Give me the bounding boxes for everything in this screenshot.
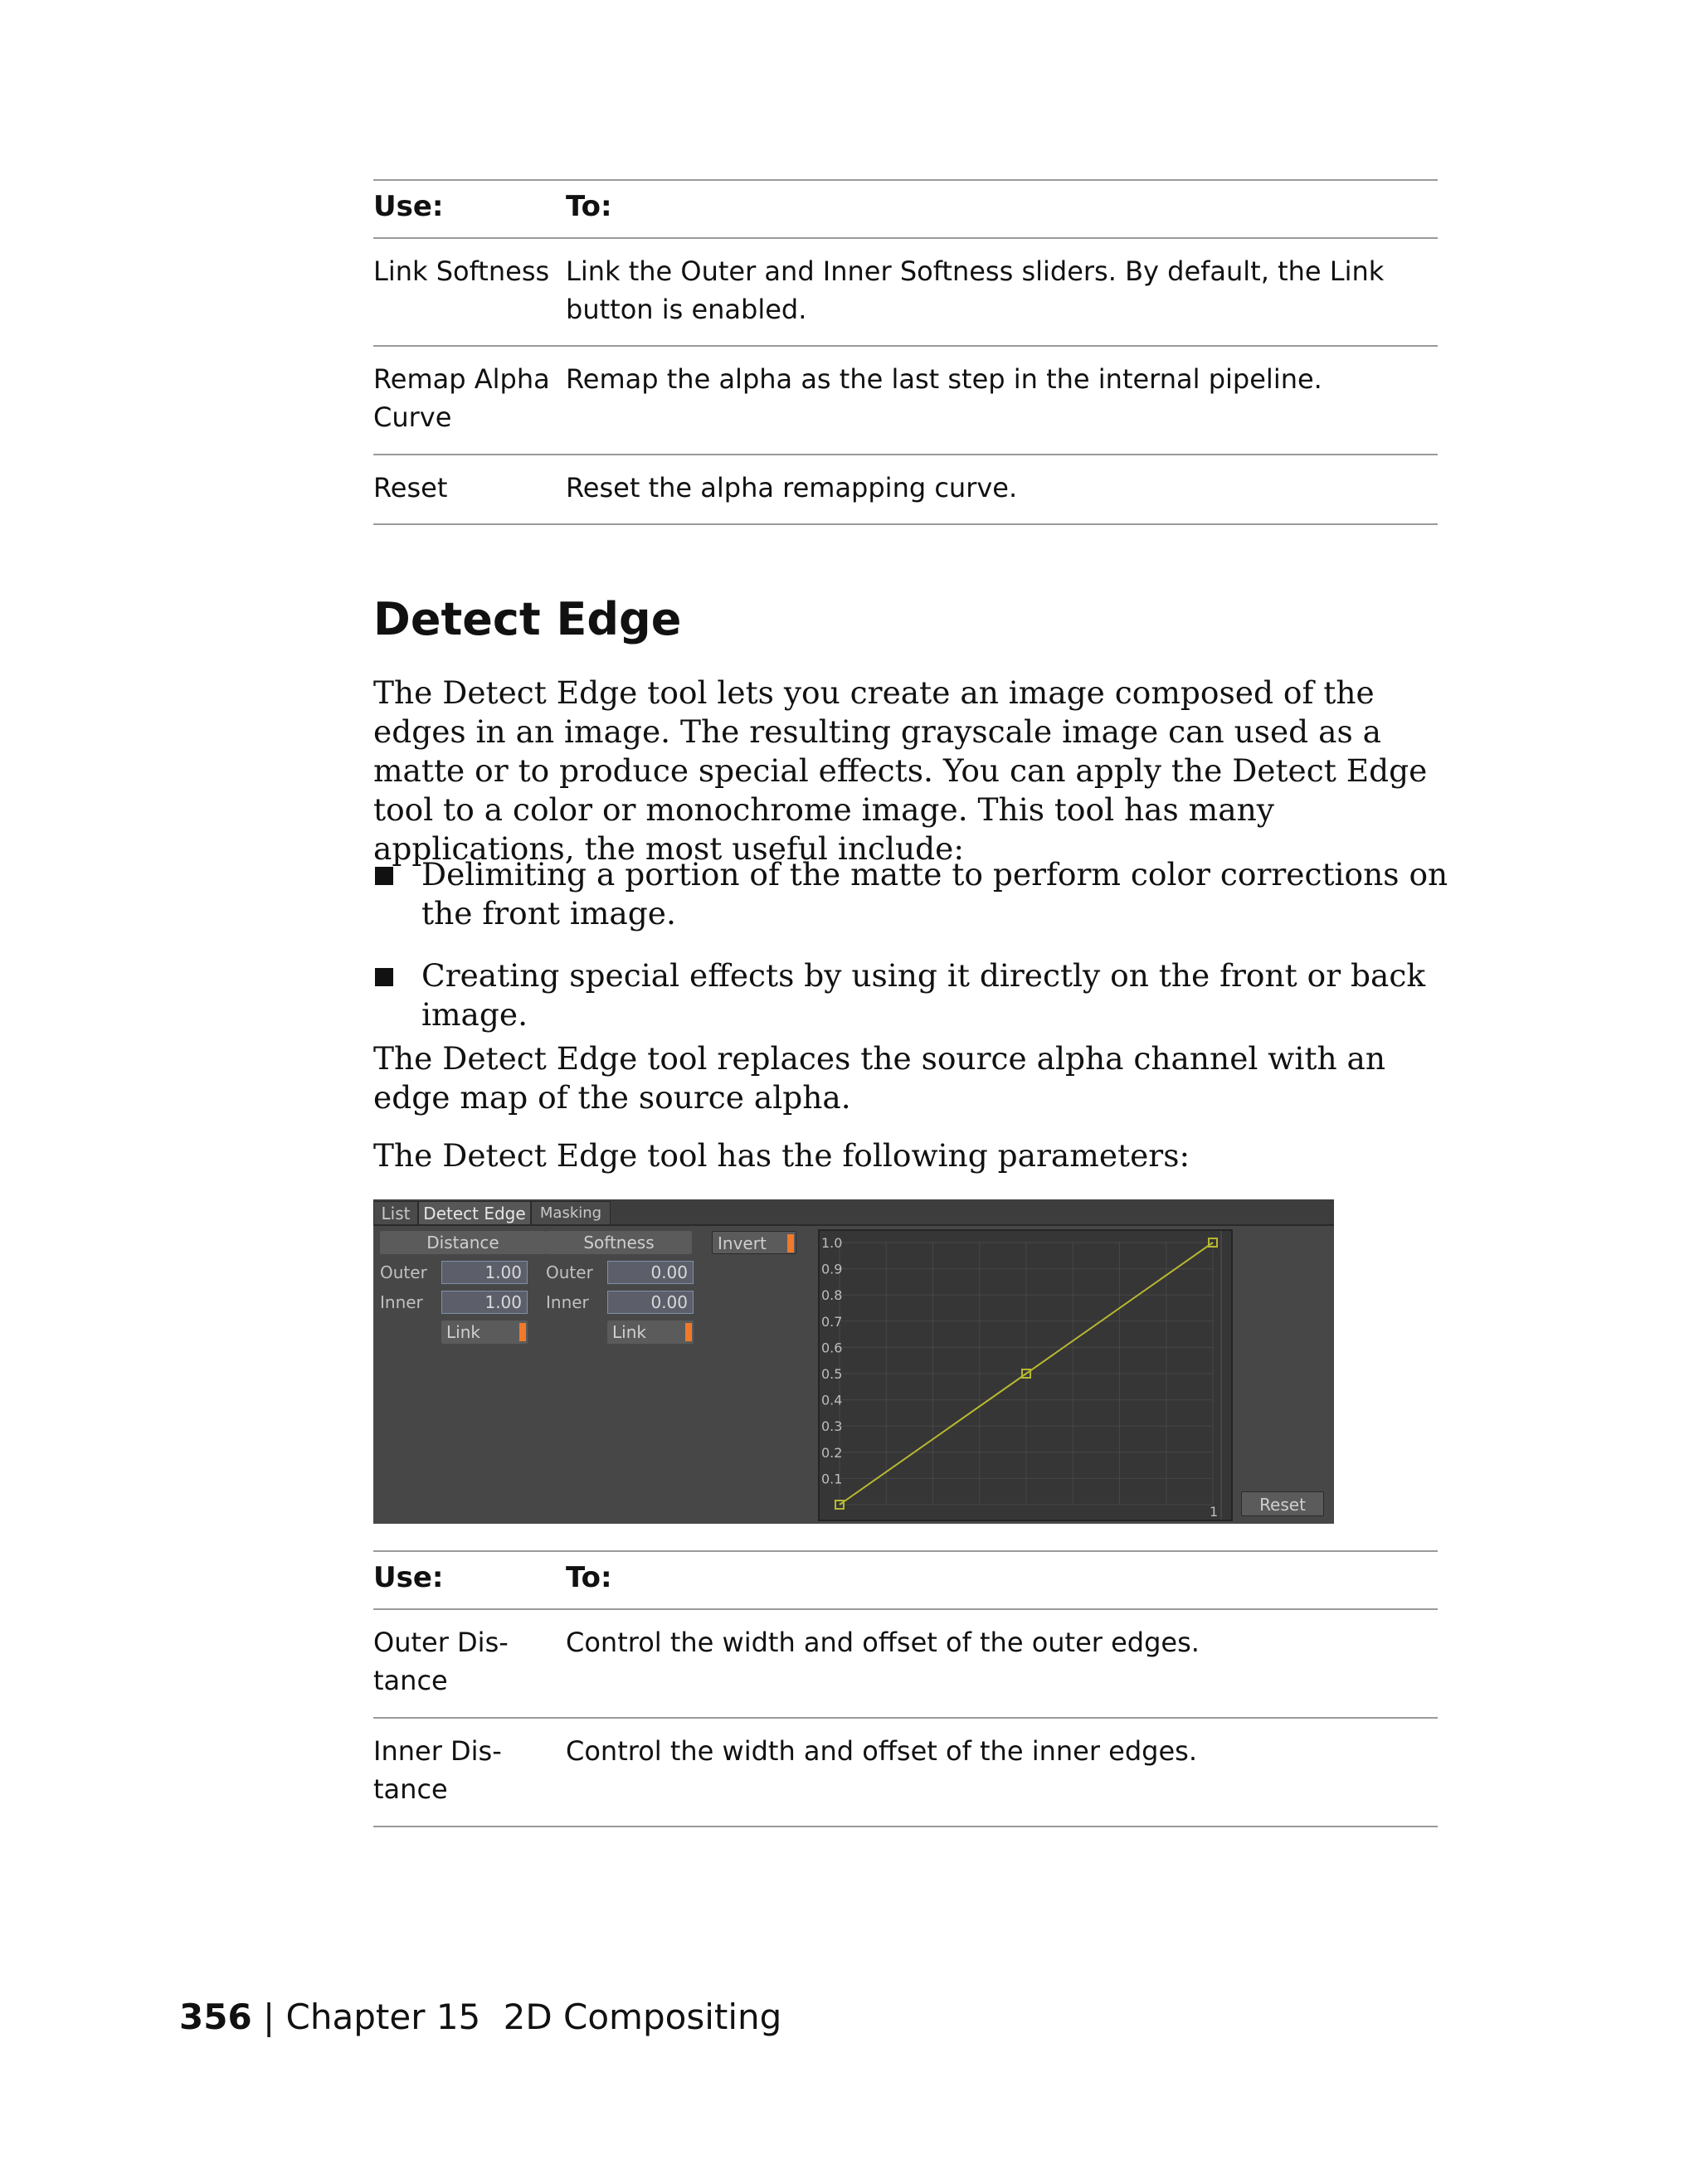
table-row-to: Control the width and offset of the outer edges. <box>566 1627 1200 1658</box>
y-tick-label: 0.2 <box>821 1444 843 1461</box>
tab-masking[interactable]: Masking <box>531 1201 611 1224</box>
intro-paragraph: The Detect Edge tool lets you create an image composed of the edges in an image. The resulting grayscale image can used as a matte or to produce special effects. You can apply the Detect Edge tool to a color or monochrome image. This tool has many applications, the most useful include: <box>373 674 1428 867</box>
table-row-use: Outer Dis- tance <box>373 1627 509 1696</box>
link-indicator-icon <box>685 1323 692 1341</box>
y-tick-label: 1.0 <box>821 1235 843 1251</box>
table-rule <box>373 1608 1438 1610</box>
table-row-use: Reset <box>373 472 448 503</box>
invert-toggle[interactable] <box>712 1231 796 1254</box>
y-tick-label: 0.8 <box>821 1287 843 1304</box>
bullet-text: Creating special effects by using it directly on the front or back image. <box>421 957 1426 1033</box>
table-row-to: Control the width and offset of the inner edges. <box>566 1735 1197 1767</box>
distance-link-toggle[interactable] <box>441 1321 528 1344</box>
y-tick-label: 0.3 <box>821 1418 843 1435</box>
softness-outer-field[interactable]: 0.00 <box>607 1261 694 1284</box>
softness-link-toggle[interactable] <box>607 1321 694 1344</box>
softness-link-label: Link <box>612 1322 646 1342</box>
section-heading: Detect Edge <box>373 593 682 645</box>
link-indicator-icon <box>519 1323 526 1341</box>
tab-detect-edge[interactable]: Detect Edge <box>418 1201 531 1224</box>
table-row-to: Remap the alpha as the last step in the internal pipeline. <box>566 363 1322 395</box>
distance-outer-label: Outer <box>380 1262 427 1282</box>
invert-indicator-icon <box>787 1234 794 1253</box>
table-row-use: Link Softness <box>373 255 550 287</box>
table-rule <box>373 1826 1438 1827</box>
alpha-curve-graph[interactable] <box>818 1229 1233 1521</box>
table-rule <box>373 1717 1438 1719</box>
tab-list[interactable]: List <box>373 1201 418 1224</box>
x-tick-label: 1 <box>1210 1504 1219 1520</box>
y-tick-label: 0.1 <box>821 1471 843 1487</box>
table-header-use: Use: <box>373 190 444 223</box>
table-rule <box>373 237 1438 239</box>
table-header-use: Use: <box>373 1561 444 1594</box>
page-number: 356 <box>179 1997 252 2037</box>
table-row-use: Remap Alpha Curve <box>373 363 550 433</box>
table-row-to: Reset the alpha remapping curve. <box>566 472 1018 503</box>
softness-inner-field[interactable]: 0.00 <box>607 1291 694 1314</box>
invert-label: Invert <box>718 1233 767 1253</box>
table-row-use: Inner Dis- tance <box>373 1735 502 1805</box>
y-tick-label: 0.9 <box>821 1261 843 1277</box>
table-row-to: Link the Outer and Inner Softness sliders. By default, the Link button is enabled. <box>566 255 1385 325</box>
y-tick-label: 0.6 <box>821 1340 843 1356</box>
footer-separator: | <box>263 1997 275 2037</box>
chapter-title: 2D Compositing <box>503 1997 782 2037</box>
distance-link-label: Link <box>446 1322 480 1342</box>
chapter-label: Chapter 15 <box>285 1997 481 2037</box>
table-rule <box>373 179 1438 181</box>
table-rule <box>373 523 1438 525</box>
distance-inner-field[interactable]: 1.00 <box>441 1291 528 1314</box>
table-rule <box>373 454 1438 455</box>
softness-inner-label: Inner <box>546 1292 589 1312</box>
distance-header-button[interactable]: Distance <box>380 1231 546 1254</box>
table-rule <box>373 345 1438 347</box>
bullet-square-icon <box>375 867 393 885</box>
softness-outer-label: Outer <box>546 1262 593 1282</box>
edge-map-paragraph: The Detect Edge tool replaces the source alpha channel with an edge map of the source alpha. <box>373 1040 1386 1116</box>
y-tick-label: 0.7 <box>821 1313 843 1330</box>
table-header-to: To: <box>566 1561 612 1594</box>
tab-bar <box>373 1199 1334 1226</box>
table-rule <box>373 1550 1438 1552</box>
reset-button[interactable]: Reset <box>1241 1491 1324 1516</box>
alpha-curve-svg <box>820 1231 1231 1520</box>
softness-header-button[interactable]: Softness <box>546 1231 692 1254</box>
distance-inner-label: Inner <box>380 1292 423 1312</box>
y-tick-label: 0.4 <box>821 1392 843 1408</box>
bullet-text: Delimiting a portion of the matte to perform color corrections on the front image. <box>421 856 1448 931</box>
detect-edge-panel <box>373 1199 1334 1524</box>
table-header-to: To: <box>566 190 612 223</box>
parameters-intro-paragraph: The Detect Edge tool has the following parameters: <box>373 1137 1190 1174</box>
page-footer <box>179 1994 781 2041</box>
bullet-square-icon <box>375 968 393 986</box>
y-tick-label: 0.5 <box>821 1366 843 1382</box>
distance-outer-field[interactable]: 1.00 <box>441 1261 528 1284</box>
